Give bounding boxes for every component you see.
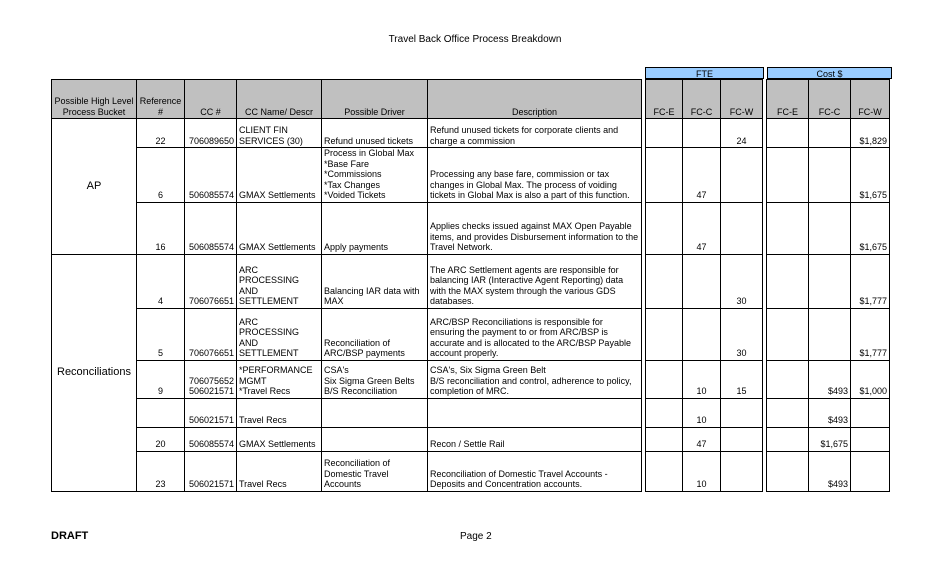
cell-cost-e bbox=[767, 360, 809, 398]
cell-desc: Refund unused tickets for corporate clients and charge a commission bbox=[428, 119, 642, 148]
cell-cost-c bbox=[809, 308, 851, 360]
cell-cost-e bbox=[767, 398, 809, 427]
cell-cost-w: $1,829 bbox=[851, 119, 890, 148]
cell-cost-w bbox=[851, 398, 890, 427]
cell-ref: 16 bbox=[137, 202, 185, 254]
cell-driver: Balancing IAR data with MAX bbox=[322, 254, 428, 308]
cell-desc: Reconciliation of Domestic Travel Accounts - Deposits and Concentration accounts. bbox=[428, 451, 642, 491]
page-number: Page 2 bbox=[460, 531, 492, 542]
cell-driver: Process in Global Max *Base Fare *Commissions *Tax Changes *Voided Tickets bbox=[322, 148, 428, 203]
draft-label: DRAFT bbox=[51, 530, 89, 542]
cell-cost-w: $1,777 bbox=[851, 254, 890, 308]
table-row bbox=[52, 398, 890, 427]
cell-ref: 5 bbox=[137, 308, 185, 360]
cell-fte-w bbox=[721, 202, 763, 254]
cell-cost-c bbox=[809, 254, 851, 308]
cell-driver: Refund unused tickets bbox=[322, 119, 428, 148]
cell-fte-e bbox=[646, 119, 683, 148]
cell-ref bbox=[137, 398, 185, 427]
cell-cost-c bbox=[809, 119, 851, 148]
table-row bbox=[52, 360, 890, 398]
cell-cost-w: $1,000 bbox=[851, 360, 890, 398]
cell-cost-c: $1,675 bbox=[809, 427, 851, 451]
cell-desc bbox=[428, 398, 642, 427]
cell-ccname: ARC PROCESSING AND SETTLEMENT bbox=[237, 308, 322, 360]
page-title: Travel Back Office Process Breakdown bbox=[388, 34, 562, 45]
cell-fte-e bbox=[646, 427, 683, 451]
cell-cc: 506021571 bbox=[185, 451, 237, 491]
cell-fte-c: 10 bbox=[683, 398, 721, 427]
cell-fte-c bbox=[683, 254, 721, 308]
header-desc: Description bbox=[428, 80, 642, 119]
header-fte-c: FC-C bbox=[683, 80, 721, 119]
header-row bbox=[52, 80, 890, 119]
cell-cc: 706075652 506021571 bbox=[185, 360, 237, 398]
process-table bbox=[51, 79, 890, 492]
cell-cc: 506085574 bbox=[185, 427, 237, 451]
cell-ref: 23 bbox=[137, 451, 185, 491]
cell-fte-c: 10 bbox=[683, 360, 721, 398]
cell-fte-e bbox=[646, 202, 683, 254]
cell-driver: CSA's Six Sigma Green Belts B/S Reconciliation bbox=[322, 360, 428, 398]
cell-ref: 9 bbox=[137, 360, 185, 398]
header-fte-e: FC-E bbox=[646, 80, 683, 119]
cost-banner: Cost $ bbox=[767, 67, 892, 79]
cell-desc: Processing any base fare, commission or tax changes in Global Max. The process of voiding tickets in Global Max is also a part of this function. bbox=[428, 148, 642, 203]
cell-ref: 6 bbox=[137, 148, 185, 203]
cell-ccname: CLIENT FIN SERVICES (30) bbox=[237, 119, 322, 148]
cell-fte-e bbox=[646, 451, 683, 491]
cell-cost-w: $1,777 bbox=[851, 308, 890, 360]
cell-ccname: Travel Recs bbox=[237, 451, 322, 491]
cell-driver: Apply payments bbox=[322, 202, 428, 254]
cell-cost-e bbox=[767, 148, 809, 203]
cell-cost-e bbox=[767, 119, 809, 148]
table-row bbox=[52, 202, 890, 254]
cell-fte-w: 30 bbox=[721, 254, 763, 308]
cell-cost-e bbox=[767, 308, 809, 360]
header-cost-e: FC-E bbox=[767, 80, 809, 119]
cell-ref: 20 bbox=[137, 427, 185, 451]
cell-driver: Reconciliation of Domestic Travel Accounts bbox=[322, 451, 428, 491]
cell-cost-c: $493 bbox=[809, 451, 851, 491]
header-cost-w: FC-W bbox=[851, 80, 890, 119]
fte-banner: FTE bbox=[645, 67, 764, 79]
cell-cost-c: $493 bbox=[809, 398, 851, 427]
cell-driver: Reconciliation of ARC/BSP payments bbox=[322, 308, 428, 360]
cell-fte-e bbox=[646, 360, 683, 398]
cell-cost-e bbox=[767, 202, 809, 254]
cell-fte-c: 47 bbox=[683, 427, 721, 451]
cell-desc: Recon / Settle Rail bbox=[428, 427, 642, 451]
header-ref: Reference # bbox=[137, 80, 185, 119]
cell-driver bbox=[322, 427, 428, 451]
cell-cc: 506085574 bbox=[185, 202, 237, 254]
cell-fte-w bbox=[721, 148, 763, 203]
cell-fte-c bbox=[683, 119, 721, 148]
cell-ccname: *PERFORMANCE MGMT *Travel Recs bbox=[237, 360, 322, 398]
cell-cc: 506085574 bbox=[185, 148, 237, 203]
cell-ref: 4 bbox=[137, 254, 185, 308]
cell-cost-e bbox=[767, 254, 809, 308]
cell-fte-e bbox=[646, 308, 683, 360]
cell-cost-e bbox=[767, 451, 809, 491]
cell-desc: CSA's, Six Sigma Green Belt B/S reconciliation and control, adherence to policy, completion of MRC. bbox=[428, 360, 642, 398]
cell-ref: 22 bbox=[137, 119, 185, 148]
cell-fte-c: 47 bbox=[683, 148, 721, 203]
cell-cost-c: $493 bbox=[809, 360, 851, 398]
cell-cc: 506021571 bbox=[185, 398, 237, 427]
cell-fte-w bbox=[721, 398, 763, 427]
cell-cost-w: $1,675 bbox=[851, 148, 890, 203]
cell-fte-w: 15 bbox=[721, 360, 763, 398]
header-fte-w: FC-W bbox=[721, 80, 763, 119]
cell-cc: 706076651 bbox=[185, 254, 237, 308]
cell-driver bbox=[322, 398, 428, 427]
bucket-reconciliations: Reconciliations bbox=[52, 254, 137, 491]
header-ccname: CC Name/ Descr bbox=[237, 80, 322, 119]
header-cc: CC # bbox=[185, 80, 237, 119]
table-row bbox=[52, 308, 890, 360]
cell-cost-c bbox=[809, 202, 851, 254]
cell-ccname: Travel Recs bbox=[237, 398, 322, 427]
cell-cost-w bbox=[851, 451, 890, 491]
cell-desc: ARC/BSP Reconciliations is responsible for ensuring the payment to or from ARC/BSP is accurate and is allocated to the ARC/BSP Payable account properly. bbox=[428, 308, 642, 360]
cell-fte-c: 47 bbox=[683, 202, 721, 254]
cell-fte-w: 24 bbox=[721, 119, 763, 148]
cell-fte-e bbox=[646, 254, 683, 308]
cell-cc: 706089650 bbox=[185, 119, 237, 148]
cell-cost-e bbox=[767, 427, 809, 451]
cell-fte-e bbox=[646, 148, 683, 203]
cell-ccname: GMAX Settlements bbox=[237, 148, 322, 203]
table-row bbox=[52, 148, 890, 203]
cell-fte-c: 10 bbox=[683, 451, 721, 491]
header-bucket: Possible High Level Process Bucket bbox=[52, 80, 137, 119]
cell-fte-e bbox=[646, 398, 683, 427]
cell-cost-w: $1,675 bbox=[851, 202, 890, 254]
table-row bbox=[52, 451, 890, 491]
bucket-ap: AP bbox=[52, 119, 137, 255]
cell-fte-w: 30 bbox=[721, 308, 763, 360]
table-row bbox=[52, 119, 890, 148]
header-driver: Possible Driver bbox=[322, 80, 428, 119]
cell-cost-c bbox=[809, 148, 851, 203]
cell-desc: Applies checks issued against MAX Open Payable items, and provides Disbursement information to the Travel Network. bbox=[428, 202, 642, 254]
cell-ccname: GMAX Settlements bbox=[237, 202, 322, 254]
cell-ccname: ARC PROCESSING AND SETTLEMENT bbox=[237, 254, 322, 308]
cell-fte-c bbox=[683, 308, 721, 360]
cell-cc: 706076651 bbox=[185, 308, 237, 360]
header-cost-c: FC-C bbox=[809, 80, 851, 119]
cell-ccname: GMAX Settlements bbox=[237, 427, 322, 451]
table-row bbox=[52, 427, 890, 451]
cell-fte-w bbox=[721, 451, 763, 491]
cell-desc: The ARC Settlement agents are responsible for balancing IAR (Interactive Agent Reporting) data with the MAX system through the various GDS databases. bbox=[428, 254, 642, 308]
cell-cost-w bbox=[851, 427, 890, 451]
cell-fte-w bbox=[721, 427, 763, 451]
table-row bbox=[52, 254, 890, 308]
